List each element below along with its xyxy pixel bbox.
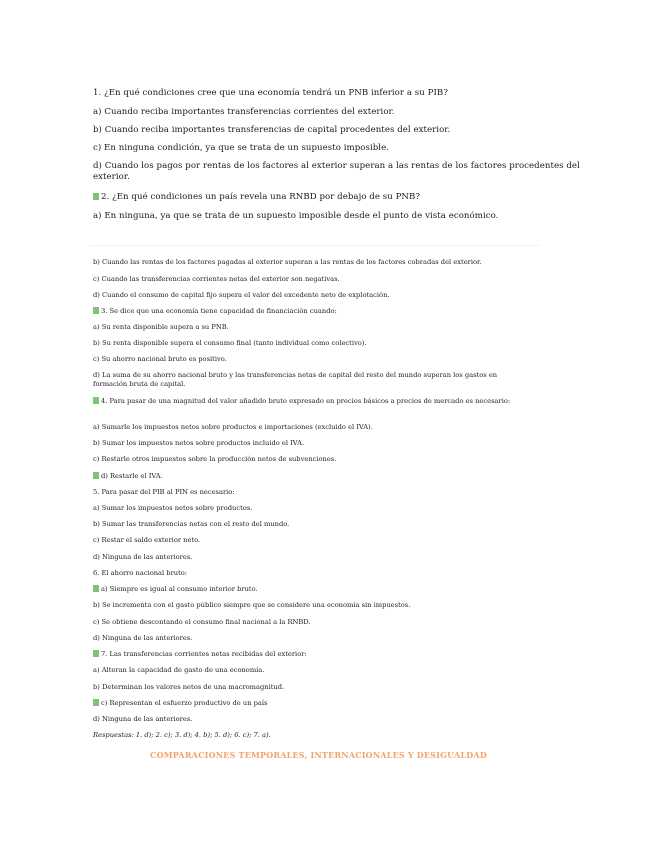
- option-7c: c) Representan el esfuerzo productivo de un país: [93, 699, 267, 708]
- option-5c: c) Restar el saldo exterior neto.: [93, 536, 201, 544]
- footer-heading: COMPARACIONES TEMPORALES, INTERNACIONALES Y DESIGUALDAD: [150, 750, 487, 760]
- option-3d: d) La suma de su ahorro nacional bruto y las transferencias netas de capital del resto del mundo superan los gastos en formación bruta de capital.: [93, 371, 498, 388]
- question-4: 4. Para pasar de una magnitud del valor añadido bruto expresado en precios básicos a precios de mercado es necesario:: [93, 397, 533, 406]
- highlight-marker: [93, 699, 99, 706]
- option-6c: c) Se obtiene descontando el consumo final nacional a la RNBD.: [93, 618, 311, 626]
- answers-line: Respuestas: 1. d); 2. c); 3. d); 4. b); 5. d); 6. c); 7. a).: [93, 731, 271, 739]
- option-2a: a) En ninguna, ya que se trata de un supuesto imposible desde el punto de vista económico.: [93, 211, 499, 221]
- option-5d: d) Ninguna de las anteriores.: [93, 553, 193, 561]
- option-6d: d) Ninguna de las anteriores.: [93, 634, 193, 642]
- highlight-marker: [93, 193, 99, 200]
- question-3: 3. Se dice que una economía tiene capacidad de financiación cuando:: [93, 307, 337, 316]
- option-7b: b) Determinan los valores netos de una macromagnitud.: [93, 683, 285, 691]
- highlight-marker: [93, 307, 99, 314]
- option-4b: b) Sumar los impuestos netos sobre productos incluido el IVA.: [93, 439, 305, 447]
- option-4c: c) Restarle otros impuestos sobre la producción netos de subvenciones.: [93, 455, 337, 463]
- option-2c: c) Cuando las transferencias corrientes netas del exterior son negativas.: [93, 275, 340, 283]
- option-2b: b) Cuando las rentas de los factores pagadas al exterior superan a las rentas de los factores cobradas del exterior.: [93, 258, 482, 266]
- question-7: 7. Las transferencias corrientes netas recibidas del exterior:: [93, 650, 307, 659]
- option-7d: d) Ninguna de las anteriores.: [93, 715, 193, 723]
- divider: [90, 245, 540, 246]
- option-3b: b) Su renta disponible supera el consumo final (tanto individual como colectivo).: [93, 339, 367, 347]
- option-5b: b) Sumar las transferencias netas con el resto del mundo.: [93, 520, 290, 528]
- option-1b: b) Cuando reciba importantes transferencias de capital procedentes del exterior.: [93, 125, 451, 135]
- option-4a: a) Sumarle los impuestos netos sobre productos e importaciones (excluido el IVA).: [93, 423, 373, 431]
- question-2: 2. ¿En qué condiciones un país revela una RNBD por debajo de su PNB?: [93, 192, 420, 203]
- highlight-marker: [93, 472, 99, 479]
- highlight-marker: [93, 397, 99, 404]
- highlight-marker: [93, 650, 99, 657]
- option-6b: b) Se incrementa con el gasto público siempre que se considere una economía sin impuestos.: [93, 601, 411, 609]
- option-2d: d) Cuando el consumo de capital fijo supera el valor del excedente neto de explotación.: [93, 291, 390, 299]
- question-5: 5. Para pasar del PIB al PIN es necesario:: [93, 488, 235, 496]
- option-1d: d) Cuando los pagos por rentas de los factores al exterior superan a las rentas de los factores procedentes del exterior.: [93, 161, 580, 182]
- option-5a: a) Sumar los impuestos netos sobre productos.: [93, 504, 253, 512]
- option-3c: c) Su ahorro nacional bruto es positivo.: [93, 355, 227, 363]
- option-4d: d) Restarle el IVA.: [93, 472, 163, 481]
- option-3a: a) Su renta disponible supera a su PNB.: [93, 323, 229, 331]
- option-1a: a) Cuando reciba importantes transferencias corrientes del exterior.: [93, 107, 395, 117]
- option-7a: a) Alteran la capacidad de gasto de una economía.: [93, 666, 265, 674]
- highlight-marker: [93, 585, 99, 592]
- question-1: 1. ¿En qué condiciones cree que una economía tendrá un PNB inferior a su PIB?: [93, 88, 448, 98]
- question-6: 6. El ahorro nacional bruto:: [93, 569, 188, 577]
- option-6a: a) Siempre es igual al consumo interior bruto.: [93, 585, 258, 594]
- option-1c: c) En ninguna condición, ya que se trata de un supuesto imposible.: [93, 143, 390, 153]
